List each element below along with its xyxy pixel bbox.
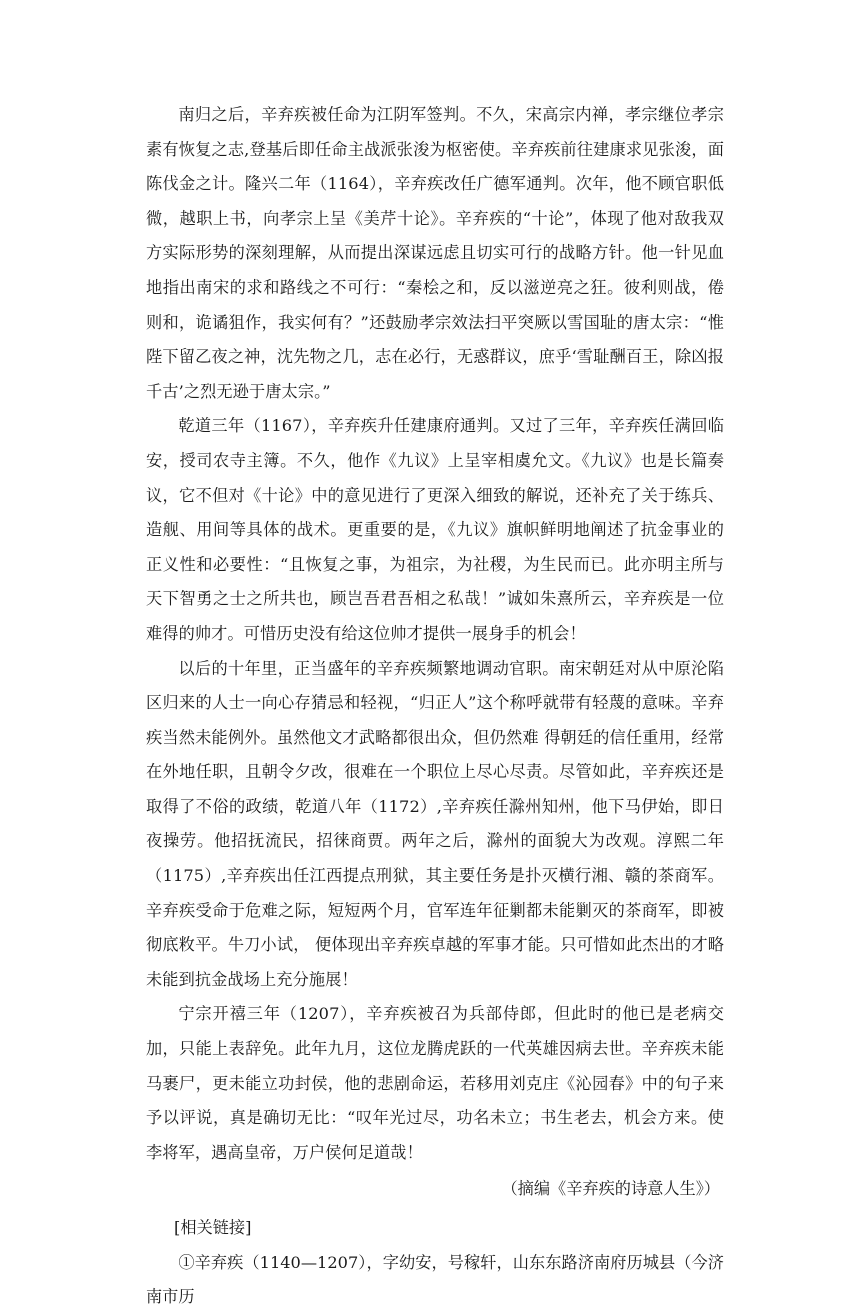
note-item: ①辛弃疾（1140—1207），字幼安，号稼轩，山东东路济南府历城县（今济南市历 — [146, 1252, 724, 1307]
paragraph-1: 南归之后，辛弃疾被任命为江阴军签判。不久，宋高宗内禅，孝宗继位孝宗素有恢复之志,登基后即任命主战派张浚为枢密使。辛弃疾前往建康求见张浚，面陈伐金之计。隆兴二年（1164），辛弃疾改任广德军通判。次年，他不顾官职低微，越职上书，向孝宗上呈《美芹十论》。辛弃疾的“十论”，体现了他对敌我双方实际形势的深刻理解，从而提出深谋远虑且切实可行的战略方针。他一针见血地指出南宋的求和路线之不可行：“秦桧之和，反以滋逆亮之狂。彼利则战，倦则和，诡谲狙作，我实何有？”还鼓励孝宗效法扫平突厥以雪国耻的唐太宗：“惟陛下留乙夜之神，沈先物之几，志在必行，无惑群议，庶乎‘雪耻酬百王，除凶报千古’之烈无逊于唐太宗。” — [146, 105, 724, 401]
document-page — [146, 98, 724, 1315]
related-links-heading: [相关链接] — [174, 1218, 252, 1237]
source-citation: （摘编《辛弃疾的诗意人生》） — [501, 1179, 720, 1199]
paragraph-2: 乾道三年（1167），辛弃疾升任建康府通判。又过了三年，辛弃疾任满回临安，授司农寺主簿。不久，他作《九议》上呈宰相虞允文。《九议》也是长篇奏议，它不但对《十论》中的意见进行了更深入细致的解说，还补充了关于练兵、造舰、用间等具体的战术。更重要的是，《九议》旗帜鲜明地阐述了抗金事业的正义性和必要性：“且恢复之事，为祖宗，为社稷，为生民而已。此亦明主所与天下智勇之士之所共也，顾岂吾君吾相之私哉！”诚如朱熹所云，辛弃疾是一位难得的帅才。可惜历史没有给这位帅才提供一展身手的机会！ — [146, 416, 724, 643]
paragraph-4: 宁宗开禧三年（1207），辛弃疾被召为兵部侍郎，但此时的他已是老病交加，只能上表辞免。此年九月，这位龙腾虎跃的一代英雄因病去世。辛弃疾未能马裹尸，更未能立功封侯，他的悲剧命运，若移用刘克庄《沁园春》中的句子来予以评说，真是确切无比：“叹年光过尽，功名未立；书生老去，机会方来。使李将军，遇高皇帝，万户侯何足道哉！ — [146, 1004, 724, 1162]
paragraph-3: 以后的十年里，正当盛年的辛弃疾频繁地调动官职。南宋朝廷对从中原沦陷区归来的人士一向心存猜忌和轻视，“归正人”这个称呼就带有轻蔑的意味。辛弃疾当然未能例外。虽然他文才武略都很出众，但仍然难 得朝廷的信任重用，经常在外地任职，且朝令夕改，很难在一个职位上尽心尽责。尽管如此，辛弃疾还是取得了不俗的政绩，乾道八年（1172）,辛弃疾任滁州知州，他下马伊始，即日夜操劳。他招抚流民，招徕商贾。两年之后，滁州的面貌大为改观。淳熙二年（1175）,辛弃疾出任江西提点刑狱，其主要任务是扑灭横行湘、赣的茶商军。辛弃疾受命于危难之际，短短两个月，官军连年征剿都未能剿灭的茶商军，即被彻底敉平。牛刀小试， 便体现出辛弃疾卓越的军事才能。只可惜如此杰出的才略未能到抗金战场上充分施展！ — [146, 658, 724, 989]
